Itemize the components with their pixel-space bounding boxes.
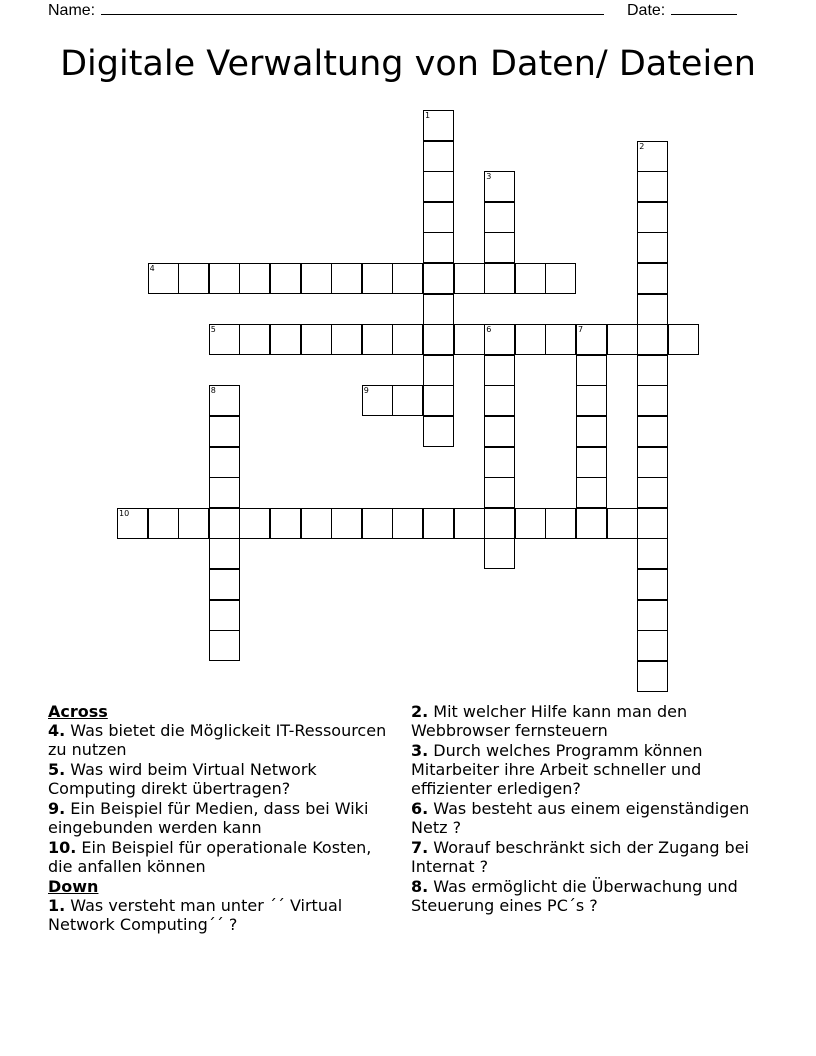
grid-cell[interactable]: [576, 355, 607, 386]
clue-item: [411, 838, 771, 876]
grid-cell[interactable]: [484, 355, 515, 386]
clue-item-number: 7.: [411, 838, 429, 857]
page-title: Digitale Verwaltung von Daten/ Dateien: [60, 44, 756, 84]
grid-cell[interactable]: [484, 508, 515, 539]
grid-cell[interactable]: [392, 385, 423, 416]
clue-item: [411, 877, 771, 915]
grid-cell[interactable]: [301, 324, 332, 355]
grid-cell[interactable]: [362, 385, 393, 416]
grid-cell[interactable]: [423, 202, 454, 233]
clue-number: 10: [119, 508, 130, 518]
grid-cell[interactable]: [239, 263, 270, 294]
grid-cell[interactable]: [117, 508, 148, 539]
clue-item-number: 6.: [411, 799, 429, 818]
grid-cell[interactable]: [484, 385, 515, 416]
grid-cell[interactable]: [637, 508, 668, 539]
clue-number: 9: [363, 386, 369, 396]
grid-cell[interactable]: [423, 294, 454, 325]
grid-cell[interactable]: [637, 416, 668, 447]
clue-item: [48, 721, 388, 759]
clue-item-number: 1.: [48, 896, 66, 915]
clues-right-column: [411, 702, 771, 916]
grid-cell[interactable]: [239, 508, 270, 539]
grid-cell[interactable]: [576, 324, 607, 355]
grid-cell[interactable]: [148, 508, 179, 539]
clue-item-number: 2.: [411, 702, 429, 721]
grid-cell[interactable]: [362, 324, 393, 355]
grid-cell[interactable]: [637, 171, 668, 202]
grid-cell[interactable]: [423, 324, 454, 355]
grid-cell[interactable]: [331, 263, 362, 294]
date-label: Date:: [627, 2, 666, 19]
clue-number: 3: [486, 172, 492, 182]
grid-cell[interactable]: [209, 477, 240, 508]
grid-cell[interactable]: [484, 447, 515, 478]
clue-item: [411, 799, 771, 837]
grid-cell[interactable]: [637, 263, 668, 294]
across-clues: [48, 721, 388, 876]
grid-cell[interactable]: [484, 263, 515, 294]
grid-cell[interactable]: [637, 569, 668, 600]
grid-cell[interactable]: [209, 416, 240, 447]
clue-item-text: Was ermöglicht die Überwachung und Steuerung eines PC´s ?: [411, 877, 738, 915]
clue-number: 8: [210, 386, 216, 396]
grid-cell[interactable]: [209, 600, 240, 631]
grid-cell[interactable]: [637, 141, 668, 172]
grid-cell[interactable]: [301, 263, 332, 294]
grid-cell[interactable]: [515, 324, 546, 355]
clue-number: 2: [639, 141, 645, 151]
grid-cell[interactable]: [515, 508, 546, 539]
grid-cell[interactable]: [484, 416, 515, 447]
grid-cell[interactable]: [454, 508, 485, 539]
grid-cell[interactable]: [423, 141, 454, 172]
grid-cell[interactable]: [423, 110, 454, 141]
grid-cell[interactable]: [637, 294, 668, 325]
grid-cell[interactable]: [484, 232, 515, 263]
grid-cell[interactable]: [484, 324, 515, 355]
clue-item: [48, 760, 388, 798]
grid-cell[interactable]: [637, 630, 668, 661]
grid-cell[interactable]: [209, 447, 240, 478]
down-clues-right: [411, 702, 771, 915]
grid-cell[interactable]: [392, 324, 423, 355]
grid-cell[interactable]: [515, 263, 546, 294]
clue-item-text: Ein Beispiel für Medien, dass bei Wiki eingebunden werden kann: [48, 799, 369, 837]
grid-cell[interactable]: [637, 600, 668, 631]
clue-item: [48, 799, 388, 837]
grid-cell[interactable]: [484, 538, 515, 569]
grid-cell[interactable]: [576, 416, 607, 447]
grid-cell[interactable]: [362, 263, 393, 294]
grid-cell[interactable]: [576, 477, 607, 508]
grid-cell[interactable]: [331, 508, 362, 539]
grid-cell[interactable]: [423, 508, 454, 539]
grid-cell[interactable]: [362, 508, 393, 539]
grid-cell[interactable]: [270, 508, 301, 539]
clue-item: [48, 896, 388, 934]
grid-cell[interactable]: [270, 263, 301, 294]
clue-number: 1: [425, 111, 431, 120]
name-label: Name:: [48, 2, 96, 19]
grid-cell[interactable]: [209, 324, 240, 355]
grid-cell[interactable]: [454, 263, 485, 294]
grid-cell[interactable]: [209, 630, 240, 661]
clue-item-text: Durch welches Programm können Mitarbeiter ihre Arbeit schneller und effizienter erledigen?: [411, 741, 703, 798]
grid-cell[interactable]: [545, 508, 576, 539]
grid-cell[interactable]: [209, 263, 240, 294]
grid-cell[interactable]: [454, 324, 485, 355]
grid-cell[interactable]: [423, 416, 454, 447]
grid-cell[interactable]: [301, 508, 332, 539]
down-clues-left: [48, 896, 388, 934]
grid-cell[interactable]: [607, 508, 638, 539]
clue-item-text: Ein Beispiel für operationale Kosten, die anfallen können: [48, 838, 372, 876]
grid-cell[interactable]: [148, 263, 179, 294]
grid-cell[interactable]: [637, 355, 668, 386]
clue-item: [411, 702, 771, 740]
grid-cell[interactable]: [178, 508, 209, 539]
grid-cell[interactable]: [209, 508, 240, 539]
clue-number: 5: [210, 325, 216, 335]
grid-cell[interactable]: [392, 263, 423, 294]
grid-cell[interactable]: [423, 263, 454, 294]
grid-cell[interactable]: [484, 477, 515, 508]
down-heading: Down: [48, 877, 99, 896]
grid-cell[interactable]: [423, 385, 454, 416]
clue-item-text: Was besteht aus einem eigenständigen Netz ?: [411, 799, 750, 837]
grid-cell[interactable]: [209, 538, 240, 569]
grid-cell[interactable]: [423, 232, 454, 263]
grid-cell[interactable]: [484, 171, 515, 202]
grid-cell[interactable]: [576, 508, 607, 539]
clue-item-number: 5.: [48, 760, 66, 779]
across-heading: Across: [48, 702, 108, 721]
grid-cell[interactable]: [637, 202, 668, 233]
grid-cell[interactable]: [178, 263, 209, 294]
clue-item-number: 10.: [48, 838, 77, 857]
clue-item: [411, 741, 771, 798]
clue-item: [48, 838, 388, 876]
clue-item-number: 9.: [48, 799, 66, 818]
clue-item-number: 8.: [411, 877, 429, 896]
grid-cell[interactable]: [576, 447, 607, 478]
grid-cell[interactable]: [209, 385, 240, 416]
grid-cell[interactable]: [637, 324, 668, 355]
clue-item-text: Was versteht man unter ´´ Virtual Network Computing´´ ?: [48, 896, 343, 934]
grid-cell[interactable]: [545, 324, 576, 355]
grid-cell[interactable]: [209, 569, 240, 600]
grid-cell[interactable]: [239, 324, 270, 355]
clue-item-number: 4.: [48, 721, 66, 740]
grid-cell[interactable]: [545, 263, 576, 294]
clue-item-number: 3.: [411, 741, 429, 760]
grid-cell[interactable]: [637, 385, 668, 416]
grid-cell[interactable]: [637, 447, 668, 478]
grid-cell[interactable]: [484, 202, 515, 233]
grid-cell[interactable]: [576, 385, 607, 416]
grid-cell[interactable]: [637, 538, 668, 569]
grid-cell[interactable]: [423, 171, 454, 202]
clue-item-text: Was bietet die Möglickeit IT-Ressourcen zu nutzen: [48, 721, 387, 759]
grid-cell[interactable]: [607, 324, 638, 355]
clue-number: 4: [149, 264, 155, 273]
clue-item-text: Worauf beschränkt sich der Zugang bei Internat ?: [411, 838, 749, 876]
clue-number: 7: [578, 325, 584, 335]
grid-cell[interactable]: [392, 508, 423, 539]
grid-cell[interactable]: [331, 324, 362, 355]
clue-number: 6: [486, 325, 492, 335]
clues-left-column: [48, 702, 388, 935]
clue-item-text: Mit welcher Hilfe kann man den Webbrowser fernsteuern: [411, 702, 688, 740]
grid-cell[interactable]: [668, 324, 699, 355]
clue-item-text: Was wird beim Virtual Network Computing direkt übertragen?: [48, 760, 317, 798]
grid-cell[interactable]: [637, 232, 668, 263]
grid-cell[interactable]: [270, 324, 301, 355]
grid-cell[interactable]: [637, 477, 668, 508]
grid-cell[interactable]: [423, 355, 454, 386]
grid-cell[interactable]: [637, 661, 668, 692]
